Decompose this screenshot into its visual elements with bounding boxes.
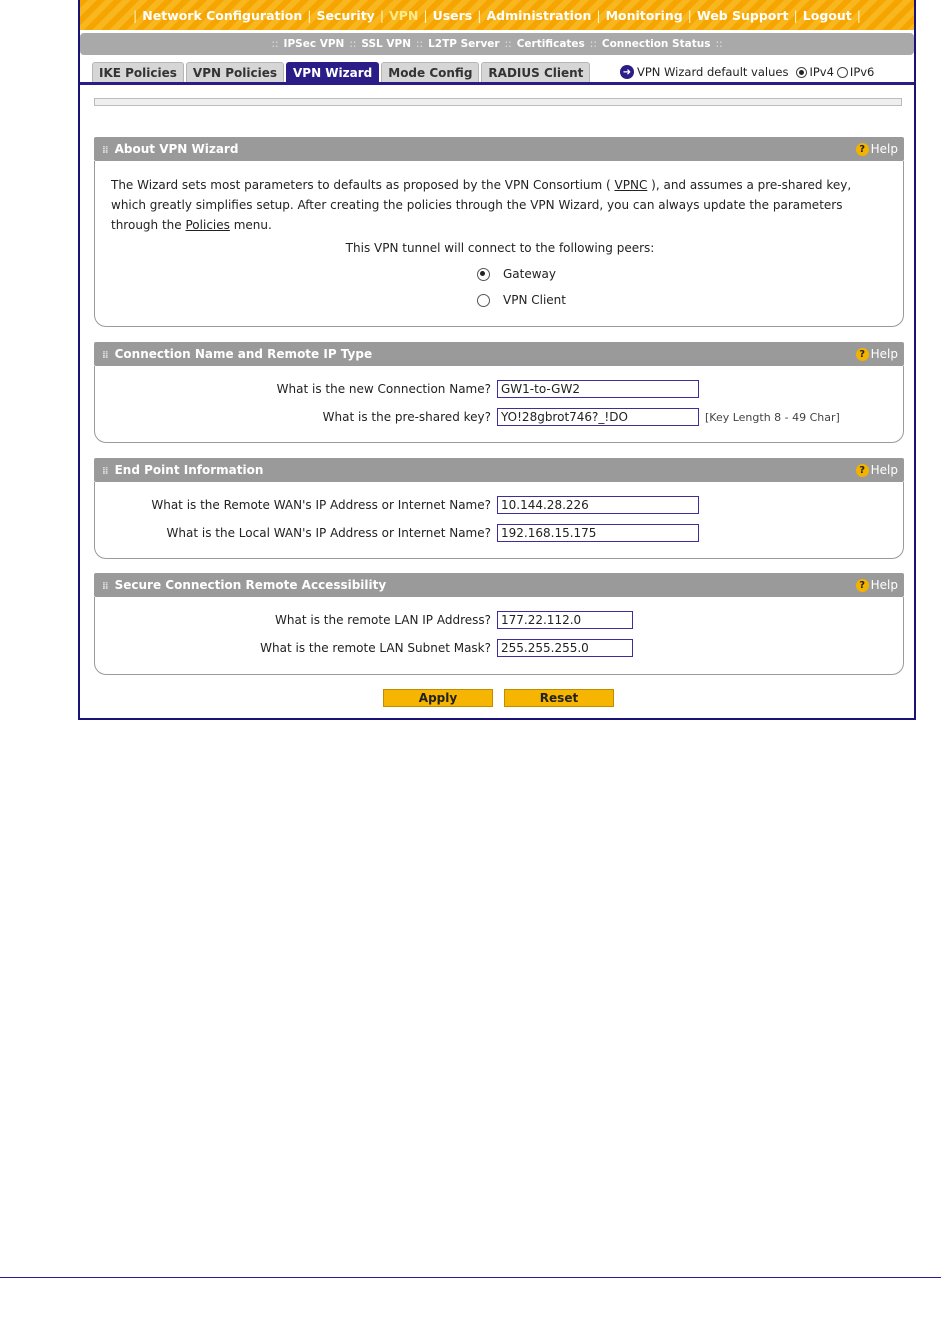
tab-mode-config[interactable]: Mode Config: [381, 62, 479, 83]
vpn-wizard-frame: [78, 0, 916, 720]
page-bottom-rule: [0, 1277, 941, 1278]
nav-web-support[interactable]: Web Support: [696, 7, 789, 23]
help-link[interactable]: ? Help: [856, 463, 898, 477]
help-icon: ?: [856, 464, 869, 477]
about-section-header: [94, 137, 904, 161]
remote-subnet-mask-label: What is the remote LAN Subnet Mask?: [260, 641, 491, 655]
reset-button[interactable]: Reset: [504, 689, 614, 707]
grip-icon: ⁞⁞: [102, 145, 108, 156]
remote-wan-input[interactable]: [497, 496, 699, 514]
tab-vpn-wizard[interactable]: VPN Wizard: [286, 62, 379, 83]
about-description: The Wizard sets most parameters to defaults as proposed by the VPN Consortium ( VPNC ), and assumes a pre-shared key, which greatly simplifies setup. After creating the policies through the VPN Wizard, you can always update the parameters through the Policies menu.: [111, 178, 852, 232]
grip-icon: ⁞⁞: [102, 466, 108, 477]
preshared-key-input[interactable]: [497, 408, 699, 426]
section-title: End Point Information: [114, 463, 264, 477]
secure-section: [94, 573, 904, 675]
subnav-certificates[interactable]: Certificates: [516, 38, 585, 50]
preshared-key-row: [95, 407, 905, 427]
policies-link[interactable]: Policies: [185, 218, 230, 232]
tab-radius-client[interactable]: RADIUS Client: [481, 62, 590, 83]
grip-icon: ⁞⁞: [102, 350, 108, 361]
subnav-l2tp-server[interactable]: L2TP Server: [428, 38, 500, 50]
key-length-hint: [Key Length 8 - 49 Char]: [705, 410, 840, 424]
remote-lan-ip-label: What is the remote LAN IP Address?: [275, 613, 491, 627]
vpnc-link[interactable]: VPNC: [614, 178, 648, 192]
ipv6-label: IPv6: [849, 65, 875, 79]
nav-network-configuration[interactable]: Network Configuration: [142, 7, 303, 23]
ipv4-label: IPv4: [809, 65, 834, 79]
ipv6-radio[interactable]: [837, 67, 848, 78]
endpoint-section-header: [94, 458, 904, 482]
nav-monitoring[interactable]: Monitoring: [605, 7, 683, 23]
nav-security[interactable]: Security: [316, 7, 375, 23]
ipv4-radio[interactable]: [796, 67, 807, 78]
help-link[interactable]: ? Help: [856, 347, 898, 361]
about-section-body: [94, 161, 904, 327]
section-title: Secure Connection Remote Accessibility: [114, 578, 387, 592]
default-values-link[interactable]: VPN Wizard default values: [637, 65, 789, 79]
remote-wan-row: [95, 495, 905, 515]
help-icon: ?: [856, 579, 869, 592]
tab-ike-policies[interactable]: IKE Policies: [92, 62, 184, 83]
sub-nav: :: IPSec VPN :: SSL VPN :: L2TP Server :: Certificates :: Connection Status ::: [80, 33, 914, 55]
section-title: About VPN Wizard: [114, 142, 239, 156]
endpoint-section-body: [94, 482, 904, 559]
vpn-client-option[interactable]: VPN Client: [477, 293, 566, 307]
remote-subnet-mask-input[interactable]: [497, 639, 633, 657]
connection-section: [94, 342, 904, 443]
arrow-right-icon[interactable]: ➜: [620, 65, 634, 79]
nav-users[interactable]: Users: [432, 7, 473, 23]
about-section: [94, 137, 904, 327]
tab-bar: [92, 62, 592, 83]
subnav-ssl-vpn[interactable]: SSL VPN: [361, 38, 411, 50]
subnav-ipsec-vpn[interactable]: IPSec VPN: [283, 38, 345, 50]
help-link[interactable]: ? Help: [856, 578, 898, 592]
wizard-options: [620, 63, 874, 81]
grip-icon: ⁞⁞: [102, 581, 108, 592]
section-title: Connection Name and Remote IP Type: [114, 347, 373, 361]
local-wan-label: What is the Local WAN's IP Address or Internet Name?: [166, 526, 491, 540]
help-link[interactable]: ? Help: [856, 142, 898, 156]
preshared-key-label: What is the pre-shared key?: [322, 410, 491, 424]
nav-administration[interactable]: Administration: [486, 7, 592, 23]
help-icon: ?: [856, 143, 869, 156]
nav-vpn[interactable]: VPN: [389, 7, 419, 23]
remote-lan-ip-input[interactable]: [497, 611, 633, 629]
gateway-radio[interactable]: [477, 268, 490, 281]
remote-subnet-mask-row: [95, 638, 905, 658]
gateway-option[interactable]: Gateway: [477, 267, 556, 281]
endpoint-section: [94, 458, 904, 559]
main-nav: | Network Configuration | Security | VPN | Users | Administration | Monitoring | Web Support | Logout |: [80, 0, 914, 30]
local-wan-row: [95, 523, 905, 543]
connection-name-label: What is the new Connection Name?: [276, 382, 491, 396]
remote-wan-label: What is the Remote WAN's IP Address or Internet Name?: [151, 498, 491, 512]
connection-name-input[interactable]: [497, 380, 699, 398]
nav-logout[interactable]: Logout: [802, 7, 852, 23]
peers-label: This VPN tunnel will connect to the following peers:: [345, 241, 655, 255]
connection-section-body: [94, 366, 904, 443]
vpn-client-radio[interactable]: [477, 294, 490, 307]
connection-name-row: [95, 379, 905, 399]
connection-section-header: [94, 342, 904, 366]
help-icon: ?: [856, 348, 869, 361]
local-wan-input[interactable]: [497, 524, 699, 542]
apply-button[interactable]: Apply: [383, 689, 493, 707]
secure-section-header: [94, 573, 904, 597]
wizard-progress-bar: [94, 98, 902, 106]
subnav-connection-status[interactable]: Connection Status: [601, 38, 711, 50]
tab-underline: [80, 82, 914, 85]
remote-lan-ip-row: [95, 610, 905, 630]
secure-section-body: [94, 597, 904, 675]
tab-vpn-policies[interactable]: VPN Policies: [186, 62, 284, 83]
